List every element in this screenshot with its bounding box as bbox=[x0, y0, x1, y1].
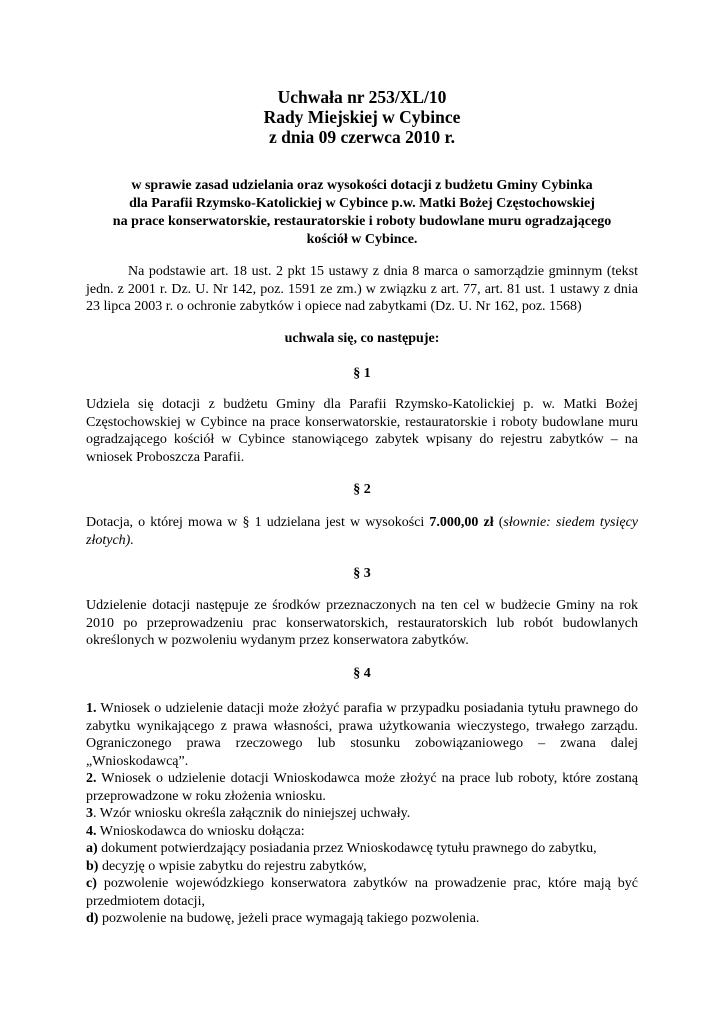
section-1-text: Udziela się dotacji z budżetu Gminy dla Parafii Rzymsko-Katolickiej p. w. Matki Bożej Częstochowskiej w Cybince na prace konserwatorskie, restauratorskie i roboty budowlane muru ogradzającego kościół w Cybince stanowiącego zabytek wpisany do rejestru zabytków – na wniosek Proboszcza Parafii. bbox=[86, 397, 638, 465]
list-item-text: pozwolenie na budowę, jeżeli prace wymagają takiego pozwolenia. bbox=[98, 911, 480, 926]
list-item-number: 4. bbox=[86, 823, 97, 839]
council-name: Rady Miejskiej w Cybince bbox=[263, 107, 461, 127]
list-item-text: Wniosek o udzielenie datacji może złożyć parafia w przypadku posiadania tytułu prawnego do zabytku wynikającego z prawa własności, prawa użytkowania wieczystego, trwałego zarządu. Ograniczonego prawa rzeczowego lub stosunku zobowiązaniowego – zwana dalej „Wnioskodawcą”. bbox=[86, 701, 638, 769]
subject-line: dla Parafii Rzymsko-Katolickiej w Cybince p.w. Matki Bożej Częstochowskiej bbox=[129, 196, 595, 211]
list-item-number: 3 bbox=[86, 806, 93, 821]
section-4-heading: § 4 bbox=[353, 666, 371, 681]
subject-line: w sprawie zasad udzielania oraz wysokości dotacji z budżetu Gminy Cybinka bbox=[131, 178, 593, 193]
list-item bbox=[86, 805, 638, 823]
resolution-subject bbox=[86, 177, 638, 249]
list-item-number: c) bbox=[86, 876, 97, 891]
list-item bbox=[86, 700, 638, 770]
list-item-number: 1. bbox=[86, 701, 97, 716]
list-item-text: Wnioskodawca do wniosku dołącza: bbox=[96, 823, 305, 839]
list-item-number: d) bbox=[86, 911, 99, 926]
section-3-text: Udzielenie dotacji następuje ze środków przeznaczonych na ten cel w budżecie Gminy na rok 2010 po przeprowadzeniu prac konserwatorskich, restauratorskich lub robót budowlanych określonych w pozwoleniu wydanym przez konserwatora zabytków. bbox=[86, 598, 638, 648]
section-4-list bbox=[86, 700, 638, 928]
section-2-text-middle: ( bbox=[493, 515, 504, 530]
subject-line: na prace konserwatorskie, restauratorskie i roboty budowlane muru ogradzającego bbox=[112, 214, 612, 229]
list-item bbox=[86, 840, 638, 858]
list-item bbox=[86, 858, 638, 876]
section-2-text-before: Dotacja, o której mowa w § 1 udzielana jest w wysokości bbox=[86, 515, 430, 530]
resolution-date: z dnia 09 czerwca 2010 r. bbox=[269, 127, 455, 147]
list-item bbox=[86, 823, 638, 841]
list-item-number: a) bbox=[86, 841, 98, 856]
list-item bbox=[86, 770, 638, 805]
legal-basis-text: Na podstawie art. 18 ust. 2 pkt 15 ustawy z dnia 8 marca o samorządzie gminnym (tekst jedn. z 2001 r. Dz. U. Nr 142, poz. 1591 ze zm.) w związku z art. 77, art. 81 ust. 1 ustawy z dnia 23 lipca 2003 r. o ochronie zabytków i opiece nad zabytkami (Dz. U. Nr 162, poz. 1568) bbox=[86, 264, 638, 314]
list-item-text: dokument potwierdzający posiadania przez Wnioskodawcę tytułu prawnego do zabytku, bbox=[97, 841, 597, 856]
resolution-number: Uchwała nr 253/XL/10 bbox=[277, 87, 447, 107]
section-1-heading: § 1 bbox=[353, 366, 371, 381]
section-3-heading: § 3 bbox=[353, 566, 371, 581]
section-2-text bbox=[86, 514, 638, 549]
list-item-number: 2. bbox=[86, 771, 97, 786]
list-item-text: pozwolenie wojewódzkiego konserwatora zabytków na prowadzenie prac, które mają być przedmiotem dotacji, bbox=[86, 876, 638, 909]
list-item-number: b) bbox=[86, 858, 99, 874]
list-item-text: Wniosek o udzielenie dotacji Wnioskodawca może złożyć na prace lub roboty, które zostaną przeprowadzone w roku złożenia wniosku. bbox=[86, 771, 638, 804]
list-item-text: . Wzór wniosku określa załącznik do niniejszej uchwały. bbox=[93, 806, 411, 821]
list-item bbox=[86, 910, 638, 928]
grant-amount-words: słownie: siedem tysięcy złotych). bbox=[86, 515, 639, 548]
list-item bbox=[86, 875, 638, 910]
resolves-heading: uchwala się, co następuje: bbox=[284, 331, 440, 346]
section-2-heading: § 2 bbox=[353, 482, 371, 497]
legal-basis bbox=[86, 263, 638, 316]
resolution-title bbox=[86, 87, 638, 147]
list-item-text: decyzję o wpisie zabytku do rejestru zabytków, bbox=[98, 858, 367, 874]
grant-amount: 7.000,00 zł bbox=[429, 515, 494, 530]
subject-line: kościół w Cybince. bbox=[306, 232, 418, 247]
